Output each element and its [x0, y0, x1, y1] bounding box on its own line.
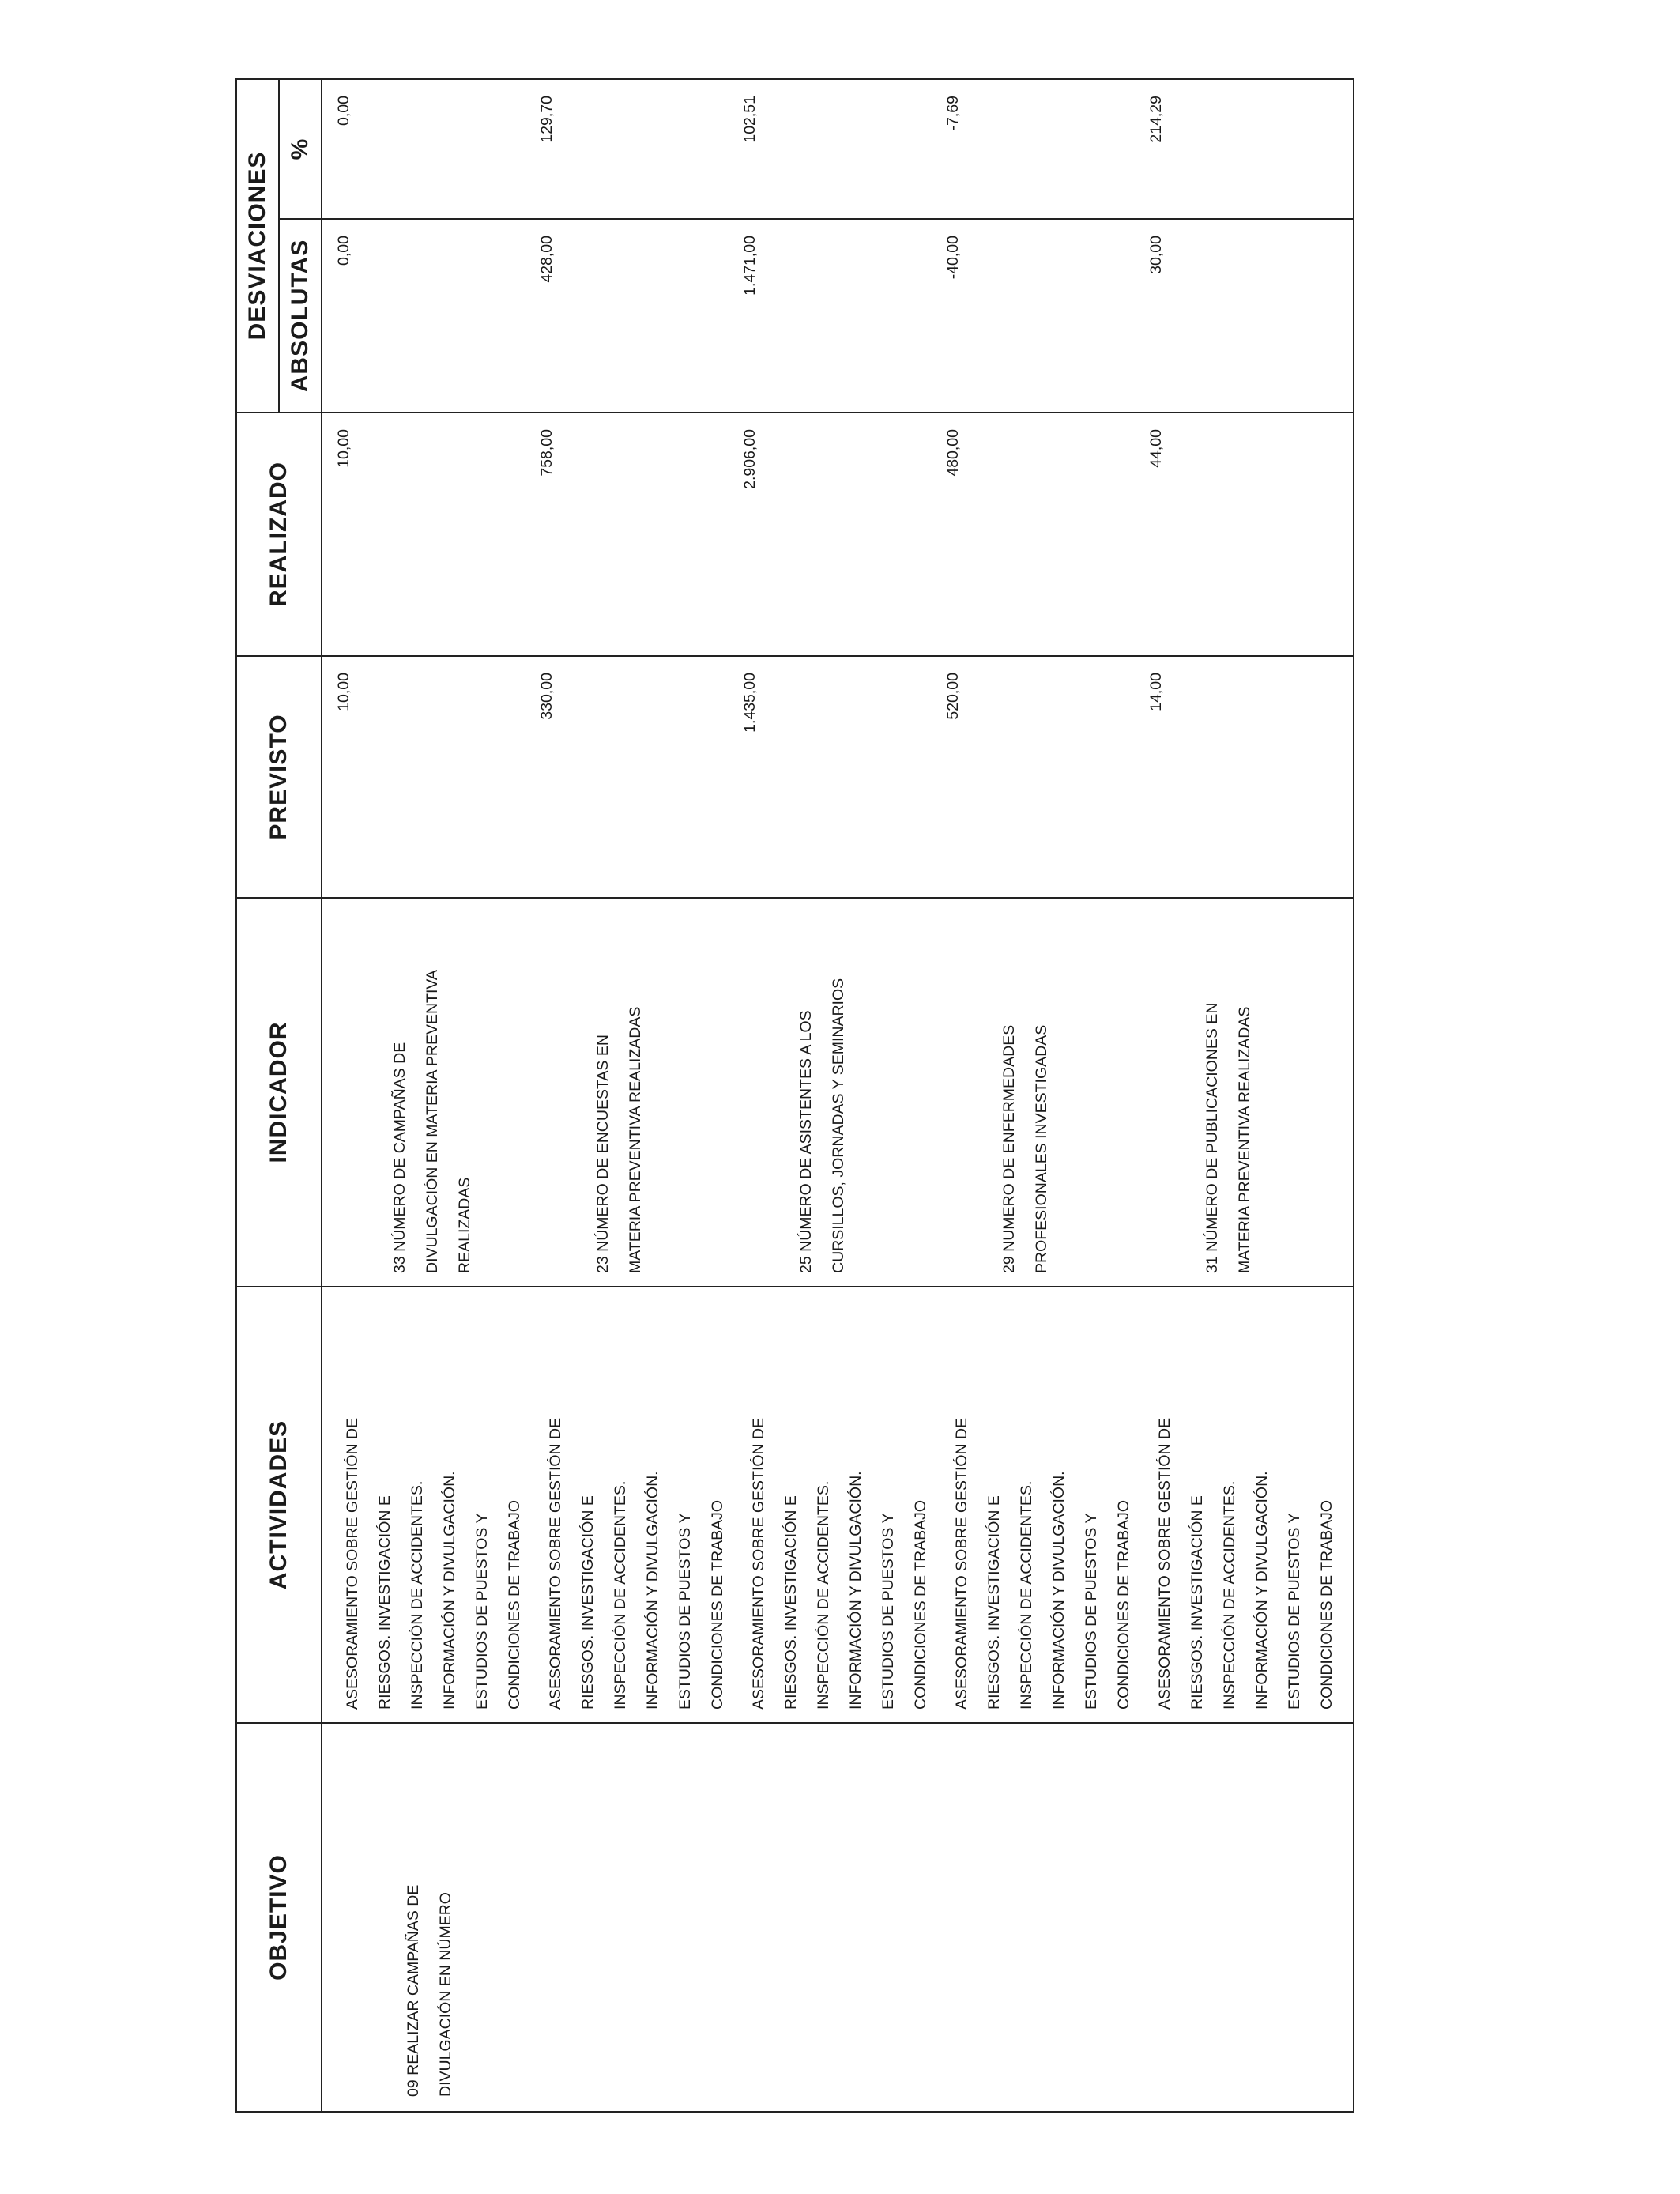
actividad-line: INSPECCIÓN DE ACCIDENTES.	[1221, 1480, 1238, 1710]
indicador-line: 29 NUMERO DE ENFERMEDADES	[1000, 1024, 1018, 1273]
actividad-line: ASESORAMIENTO SOBRE GESTIÓN DE	[750, 1417, 767, 1710]
actividad-block	[946, 1300, 1149, 1710]
indicador-line: 25 NÚMERO DE ASISTENTES A LOS	[797, 1010, 815, 1273]
indicador-block	[1135, 899, 1338, 1286]
actividad-line: RIESGOS. INVESTIGACIÓN E	[376, 1495, 394, 1710]
porcentaje-value-block	[322, 80, 525, 218]
previsto-value-block	[525, 657, 729, 897]
header-objetivo: OBJETIVO	[236, 1723, 322, 2112]
actividad-line: RIESGOS. INVESTIGACIÓN E	[1188, 1495, 1206, 1710]
actividad-line: INFORMACIÓN Y DIVULGACIÓN.	[1050, 1471, 1068, 1710]
absolutas-value: 1.471,00	[741, 236, 759, 296]
porcentaje-value: 214,29	[1147, 96, 1165, 143]
header-realizado: REALIZADO	[236, 413, 322, 656]
previsto-value: 14,00	[1147, 673, 1165, 711]
actividad-line: ESTUDIOS DE PUESTOS Y	[1286, 1513, 1303, 1710]
actividad-line: CONDICIONES DE TRABAJO	[506, 1499, 523, 1710]
indicador-line: CURSILLOS, JORNADAS Y SEMINARIOS	[830, 978, 847, 1273]
previsto-value: 330,00	[538, 673, 556, 720]
indicador-cell	[322, 898, 1354, 1287]
realizado-value-block	[525, 413, 729, 655]
actividad-line: INSPECCIÓN DE ACCIDENTES.	[1018, 1480, 1035, 1710]
absolutas-value-block	[729, 220, 932, 412]
header-porcentaje: %	[279, 79, 322, 219]
actividad-line: CONDICIONES DE TRABAJO	[912, 1499, 929, 1710]
objetivo-line-2: DIVULGACIÓN EN NÚMERO	[437, 1892, 454, 2097]
previsto-value-block	[322, 657, 525, 897]
porcentaje-value: -7,69	[944, 96, 962, 131]
indicador-block	[322, 899, 525, 1286]
absolutas-value: 0,00	[335, 236, 352, 266]
porcentaje-value-block	[932, 80, 1135, 218]
objetivo-line-1: 09 REALIZAR CAMPAÑAS DE	[405, 1884, 422, 2097]
indicador-block	[729, 899, 932, 1286]
absolutas-value: 30,00	[1147, 236, 1165, 274]
header-actividades: ACTIVIDADES	[236, 1287, 322, 1723]
previsto-value: 10,00	[335, 673, 352, 711]
actividad-line: INSPECCIÓN DE ACCIDENTES.	[815, 1480, 832, 1710]
report-table	[235, 78, 1354, 2113]
previsto-value-block	[729, 657, 932, 897]
realizado-cell	[322, 413, 1354, 656]
actividad-line: ASESORAMIENTO SOBRE GESTIÓN DE	[547, 1417, 564, 1710]
absolutas-value: -40,00	[944, 236, 962, 280]
porcentaje-value: 129,70	[538, 96, 556, 143]
header-indicador: INDICADOR	[236, 898, 322, 1287]
previsto-value-block	[1135, 657, 1338, 897]
actividad-line: ESTUDIOS DE PUESTOS Y	[1083, 1513, 1100, 1710]
porcentaje-cell	[322, 79, 1354, 219]
previsto-value-block	[932, 657, 1135, 897]
indicador-line: 31 NÚMERO DE PUBLICACIONES EN	[1203, 1002, 1221, 1273]
objetivo-cell	[322, 1723, 1354, 2112]
actividad-block	[1149, 1300, 1352, 1710]
realizado-value-block	[932, 413, 1135, 655]
realizado-value: 44,00	[1147, 429, 1165, 468]
previsto-value: 520,00	[944, 673, 962, 720]
actividad-line: ESTUDIOS DE PUESTOS Y	[880, 1513, 897, 1710]
header-desviaciones: DESVIACIONES	[236, 79, 279, 413]
realizado-value-block	[322, 413, 525, 655]
porcentaje-value-block	[1135, 80, 1338, 218]
actividad-line: CONDICIONES DE TRABAJO	[1115, 1499, 1132, 1710]
indicador-block	[525, 899, 729, 1286]
actividad-line: CONDICIONES DE TRABAJO	[709, 1499, 726, 1710]
indicador-block	[932, 899, 1135, 1286]
actividad-line: ESTUDIOS DE PUESTOS Y	[473, 1513, 491, 1710]
actividad-line: ASESORAMIENTO SOBRE GESTIÓN DE	[344, 1417, 361, 1710]
header-previsto: PREVISTO	[236, 656, 322, 898]
porcentaje-value: 102,51	[741, 96, 759, 143]
actividad-line: CONDICIONES DE TRABAJO	[1318, 1499, 1335, 1710]
actividad-line: RIESGOS. INVESTIGACIÓN E	[985, 1495, 1003, 1710]
realizado-value: 480,00	[944, 429, 962, 477]
absolutas-value-block	[322, 220, 525, 412]
actividad-line: ASESORAMIENTO SOBRE GESTIÓN DE	[953, 1417, 970, 1710]
indicador-line: MATERIA PREVENTIVA REALIZADAS	[1236, 1006, 1253, 1273]
indicador-line: DIVULGACIÓN EN MATERIA PREVENTIVA	[424, 970, 441, 1273]
indicador-line: PROFESIONALES INVESTIGADAS	[1033, 1024, 1050, 1273]
absolutas-value-block	[1135, 220, 1338, 412]
absolutas-value-block	[932, 220, 1135, 412]
absolutas-value-block	[525, 220, 729, 412]
actividad-block	[540, 1300, 743, 1710]
actividad-line: RIESGOS. INVESTIGACIÓN E	[579, 1495, 597, 1710]
header-absolutas: ABSOLUTAS	[279, 219, 322, 413]
actividades-cell	[322, 1287, 1354, 1723]
previsto-value: 1.435,00	[741, 673, 759, 733]
previsto-cell	[322, 656, 1354, 898]
absolutas-value: 428,00	[538, 236, 556, 283]
absolutas-cell	[322, 219, 1354, 413]
rotated-page	[235, 80, 1354, 2113]
realizado-value: 10,00	[335, 429, 352, 468]
porcentaje-value-block	[729, 80, 932, 218]
porcentaje-value: 0,00	[335, 96, 352, 126]
realizado-value: 758,00	[538, 429, 556, 477]
indicador-line: REALIZADAS	[456, 1177, 473, 1273]
actividad-line: ESTUDIOS DE PUESTOS Y	[676, 1513, 694, 1710]
actividad-block	[337, 1300, 540, 1710]
actividad-line: INFORMACIÓN Y DIVULGACIÓN.	[644, 1471, 661, 1710]
indicador-line: 23 NÚMERO DE ENCUESTAS EN	[594, 1035, 612, 1273]
realizado-value-block	[1135, 413, 1338, 655]
actividad-line: INSPECCIÓN DE ACCIDENTES.	[612, 1480, 629, 1710]
indicador-line: MATERIA PREVENTIVA REALIZADAS	[627, 1006, 644, 1273]
indicador-line: 33 NÚMERO DE CAMPAÑAS DE	[391, 1042, 409, 1273]
realizado-value-block	[729, 413, 932, 655]
actividad-line: INFORMACIÓN Y DIVULGACIÓN.	[441, 1471, 458, 1710]
actividad-line: RIESGOS. INVESTIGACIÓN E	[782, 1495, 800, 1710]
actividad-line: INFORMACIÓN Y DIVULGACIÓN.	[1253, 1471, 1271, 1710]
realizado-value: 2.906,00	[741, 429, 759, 489]
porcentaje-value-block	[525, 80, 729, 218]
actividad-block	[743, 1300, 946, 1710]
actividad-line: INSPECCIÓN DE ACCIDENTES.	[409, 1480, 426, 1710]
actividad-line: ASESORAMIENTO SOBRE GESTIÓN DE	[1156, 1417, 1173, 1710]
actividad-line: INFORMACIÓN Y DIVULGACIÓN.	[847, 1471, 864, 1710]
